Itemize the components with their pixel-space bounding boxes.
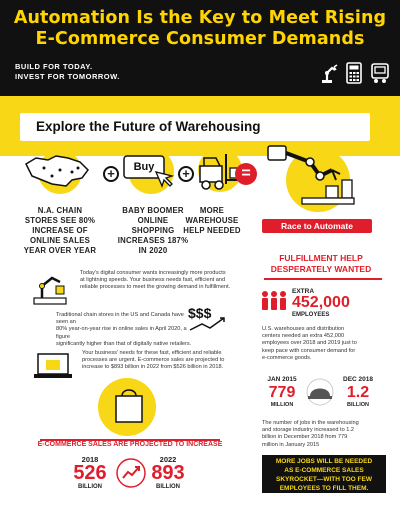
race-to-automate-label: Race to Automate [262, 219, 372, 233]
paragraph-2 [56, 312, 196, 348]
more-jobs-line: MORE JOBS WILL BE NEEDED [275, 458, 373, 465]
map-icon [22, 150, 94, 194]
robot-arm-icon [30, 270, 70, 306]
unit-2018: BILLION [78, 484, 102, 490]
paragraph-2-line: 80% year-on-year rise in online sales in April 2020, a figure [56, 326, 187, 340]
fulfillment-desc-line: keep pace with consumer demand for [262, 347, 356, 354]
robot-arm-icon [318, 62, 338, 84]
paragraph-2-line: Traditional chain stores in the US and Canada have seen an [56, 312, 184, 326]
paragraph-3-line: increase to $893 billion in 2022 from $526 billion in 2018. [82, 364, 224, 371]
extra-value: 452,000 [292, 294, 350, 311]
extra-label: EXTRA [292, 288, 315, 295]
jobs-desc-line: billion in December 2018 from 779 [262, 434, 348, 441]
stat-2-line: BABY BOOMER [122, 206, 184, 215]
jobs-desc-line: and storage industry increased to 1.2 [262, 427, 355, 434]
buy-label: Buy [133, 161, 155, 173]
stat-3-line: MORE [199, 206, 225, 215]
stat-1-line: STORES SEE 80% [24, 216, 96, 225]
fulfillment-desc-line: employees over 2018 and 2019 just to [262, 340, 357, 347]
stat-2-line: INCREASES 187% [117, 236, 189, 245]
title-line-2: E-Commerce Consumer Demands [35, 29, 365, 49]
fulfillment-desc [262, 326, 386, 362]
stat-1-line: YEAR OVER YEAR [23, 246, 97, 255]
header [0, 0, 400, 96]
buy-icon [118, 152, 178, 194]
header-icons [318, 62, 390, 84]
svg-text:$$$: $$$ [188, 305, 212, 321]
jan-2015-value: 779 [268, 384, 296, 401]
paragraph-1-line: Today's digital consumer wants increasingly more products [80, 270, 226, 276]
divider-red [264, 278, 382, 280]
plus-icon: + [178, 166, 194, 182]
jobs-desc-line: million in January 2015 [262, 441, 320, 448]
employees-label: EMPLOYEES [292, 312, 330, 318]
stat-2-line: ONLINE [137, 216, 169, 225]
dec-2018-value: 1.2 [346, 384, 370, 401]
laptop-icon [32, 350, 76, 384]
calculator-icon [344, 62, 364, 84]
fulfillment-title-line: DESPERATELY WANTED [270, 264, 372, 274]
paragraph-1-line: reliable processes to meet the growing demand in fulfillment. [80, 284, 231, 291]
stat-3-line: WAREHOUSE [185, 216, 239, 225]
tagline-line-1: BUILD FOR TODAY. [15, 62, 93, 71]
paragraph-1-line: at lightning speeds. Your business needs fast, efficient and [80, 277, 226, 284]
paragraph-1 [80, 270, 260, 292]
agv-cart-icon [370, 62, 390, 84]
dec-2018-label: DEC 2018 [343, 376, 373, 383]
fulfillment-desc-line: e-commerce goods. [262, 354, 312, 361]
paragraph-2-line: significantly higher than that of digitally native retailers. [56, 340, 192, 347]
stat-1-line: INCREASE OF [32, 226, 88, 235]
more-jobs-line: AS E-COMMERCE SALES [284, 467, 364, 474]
fulfillment-desc-line: U.S. warehouses and distribution [262, 326, 345, 332]
paragraph-3-line: processes are urgent. E-commerce sales are projected to [82, 357, 225, 364]
stat-2-line: IN 2020 [138, 246, 168, 255]
more-jobs-line: SKYROCKET—WITH TOO FEW [276, 476, 372, 483]
hard-hat-icon [304, 378, 336, 406]
value-2022: 893 [151, 462, 185, 484]
year-2018: 2018 [81, 455, 99, 464]
jobs-desc [262, 420, 386, 449]
unit-2022: BILLION [156, 484, 180, 490]
jan-2015-label: JAN 2015 [267, 376, 297, 383]
robot-arm-icon [262, 140, 372, 220]
stat-3-caption [174, 206, 250, 236]
explore-title: Explore the Future of Warehousing [36, 119, 261, 134]
tagline-line-2: INVEST FOR TOMORROW. [15, 72, 120, 81]
value-2018: 526 [73, 462, 107, 484]
stat-1-line: ONLINE SALES [29, 236, 91, 245]
more-jobs-line: EMPLOYEES TO FILL THEM. [279, 485, 369, 492]
fulfillment-title [258, 253, 384, 275]
jan-2015-unit: MILLION [270, 402, 294, 408]
shopping-bag-icon [104, 380, 154, 430]
people-icon [258, 288, 288, 314]
dec-2018-unit: BILLION [347, 402, 369, 408]
more-jobs-callout [262, 455, 386, 493]
plus-icon: + [103, 166, 119, 182]
equals-icon: = [235, 163, 257, 185]
paragraph-3-line: Your business' needs for these fast, efficient and reliable [82, 350, 222, 356]
stat-1-line: N.A. CHAIN [37, 206, 83, 215]
stat-1-caption [14, 206, 106, 256]
page-title [0, 8, 400, 50]
fulfillment-title-line: FULFILLMENT HELP [279, 253, 363, 263]
ecommerce-title: E-COMMERCE SALES ARE PROJECTED TO INCREASE [37, 441, 223, 448]
fulfillment-desc-line: centers needed an extra 452,000 [262, 333, 345, 340]
year-2022: 2022 [159, 455, 177, 464]
jobs-desc-line: The number of jobs in the warehousing [262, 420, 359, 426]
stat-2-line: SHOPPING [131, 226, 175, 235]
paragraph-3 [82, 350, 262, 372]
title-line-1: Automation Is the Key to Meet Rising [13, 8, 387, 28]
stat-3-line: HELP NEEDED [183, 226, 241, 235]
tagline [15, 62, 120, 82]
